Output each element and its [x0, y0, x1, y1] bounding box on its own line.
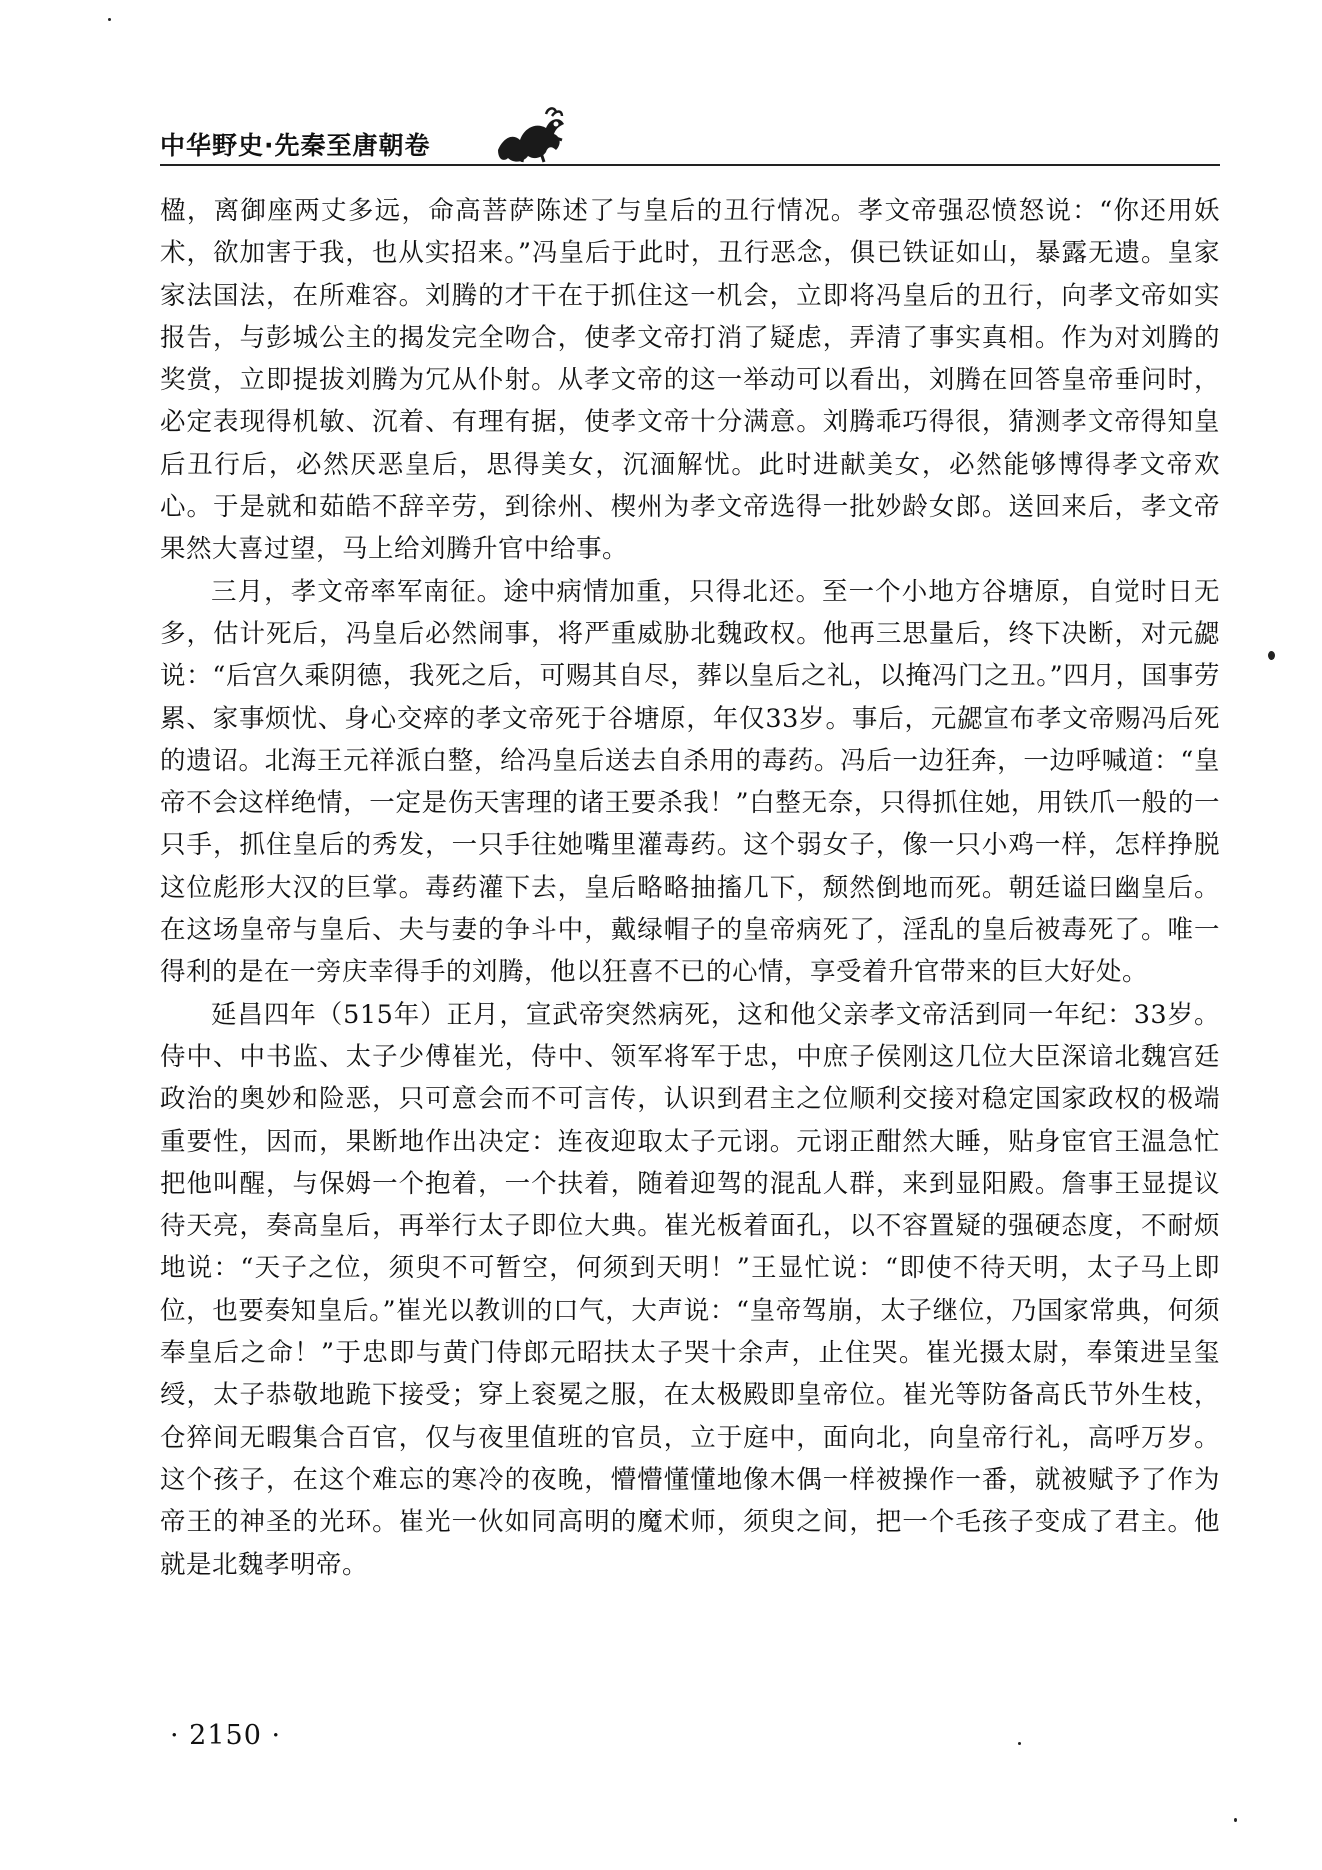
paragraph: 楹，离御座两丈多远，命高菩萨陈述了与皇后的丑行情况。孝文帝强忍愤怒说：“你还用妖术，欲加害于我，也从实招来。”冯皇后于此时，丑行恶念，俱已铁证如山，暴露无遗。皇家家法国法，在所难容。刘腾的才干在于抓住这一机会，立即将冯皇后的丑行，向孝文帝如实报告，与彭城公主的揭发完全吻合，使孝文帝打消了疑虑，弄清了事实真相。作为对刘腾的奖赏，立即提拔刘腾为冗从仆射。从孝文帝的这一举动可以看出，刘腾在回答皇帝垂问时，必定表现得机敏、沉着、有理有据，使孝文帝十分满意。刘腾乖巧得很，猜测孝文帝得知皇后丑行后，必然厌恶皇后，思得美女，沉湎解忧。此时进献美女，必然能够博得孝文帝欢心。于是就和茹皓不辞辛劳，到徐州、楔州为孝文帝选得一批妙龄女郎。送回来后，孝文帝果然大喜过望，马上给刘腾升官中给事。 — [160, 196, 1220, 565]
print-speck — [108, 18, 111, 21]
book-title: 中华野史·先秦至唐朝卷 — [160, 131, 431, 160]
main-text — [160, 190, 1220, 1586]
dragon-icon — [490, 106, 568, 168]
header-rule — [160, 164, 1220, 166]
paragraph: 延昌四年（515年）正月，宣武帝突然病死，这和他父亲孝文帝活到同一年纪：33岁。侍中、中书监、太子少傅崔光，侍中、领军将军于忠，中庶子侯刚这几位大臣深谙北魏宫廷政治的奥妙和险恶，只可意会而不可言传，认识到君主之位顺利交接对稳定国家政权的极端重要性，因而，果断地作出决定：连夜迎取太子元诩。元诩正酣然大睡，贴身宦官王温急忙把他叫醒，与保姆一个抱着，一个扶着，随着迎驾的混乱人群，来到显阳殿。詹事王显提议待天亮，奏高皇后，再举行太子即位大典。崔光板着面孔，以不容置疑的强硬态度，不耐烦地说：“天子之位，须臾不可暂空，何须到天明！”王显忙说：“即使不待天明，太子马上即位，也要奏知皇后。”崔光以教训的口气，大声说：“皇帝驾崩，太子继位，乃国家常典，何须奉皇后之命！”于忠即与黄门侍郎元昭扶太子哭十余声，止住哭。崔光摄太尉，奉策进呈玺绶，太子恭敬地跪下接受；穿上衮冕之服，在太极殿即皇帝位。崔光等防备高氏节外生枝，仓猝间无暇集合百官，仅与夜里值班的官员，立于庭中，面向北，向皇帝行礼，高呼万岁。这个孩子，在这个难忘的寒冷的夜晚，懵懵懂懂地像木偶一样被操作一番，就被赋予了作为帝王的神圣的光环。崔光一伙如同高明的魔术师，须臾之间，把一个毛孩子变成了君主。他就是北魏孝明帝。 — [160, 999, 1220, 1580]
print-speck — [1268, 651, 1275, 660]
page-number: · 2150 · — [170, 1720, 282, 1751]
paragraph: 三月，孝文帝率军南征。途中病情加重，只得北还。至一个小地方谷塘原，自觉时日无多，估计死后，冯皇后必然闹事，将严重威胁北魏政权。他再三思量后，终下决断，对元勰说：“后宫久乘阴德，我死之后，可赐其自尽，葬以皇后之礼，以掩冯门之丑。”四月，国事劳累、家事烦忧、身心交瘁的孝文帝死于谷塘原，年仅33岁。事后，元勰宣布孝文帝赐冯后死的遗诏。北海王元祥派白整，给冯皇后送去自杀用的毒药。冯后一边狂奔，一边呼喊道：“皇帝不会这样绝情，一定是伤天害理的诸王要杀我！”白整无奈，只得抓住她，用铁爪一般的一只手，抓住皇后的秀发，一只手往她嘴里灌毒药。这个弱女子，像一只小鸡一样，怎样挣脱这位彪形大汉的巨掌。毒药灌下去，皇后略略抽搐几下，颓然倒地而死。朝廷谥曰幽皇后。在这场皇帝与皇后、夫与妻的争斗中，戴绿帽子的皇帝病死了，淫乱的皇后被毒死了。唯一得利的是在一旁庆幸得手的刘腾，他以狂喜不已的心情，享受着升官带来的巨大好处。 — [160, 576, 1220, 988]
print-speck — [1234, 1818, 1237, 1822]
print-speck — [1018, 1742, 1021, 1745]
running-header — [160, 118, 1220, 172]
